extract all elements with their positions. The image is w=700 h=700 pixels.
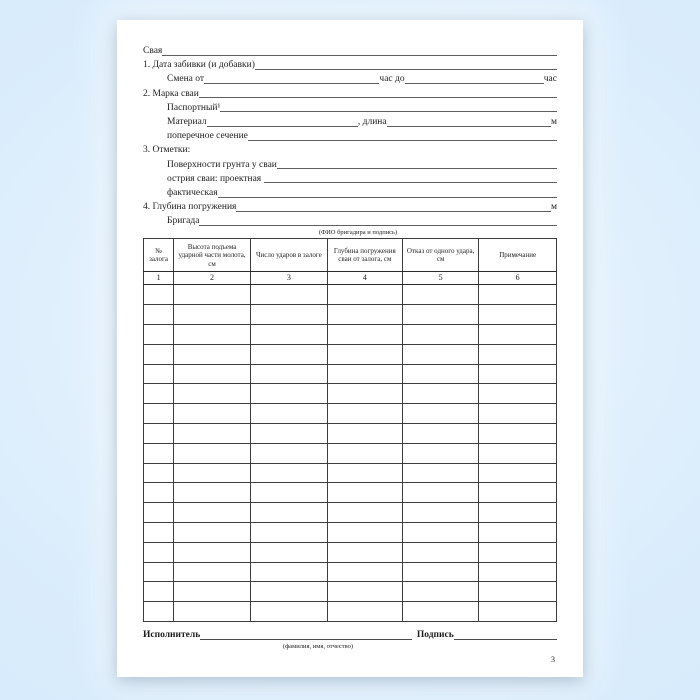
empty-cell: [479, 483, 557, 503]
empty-cell: [174, 384, 251, 404]
empty-cell: [144, 483, 174, 503]
empty-cell: [402, 463, 478, 483]
blank-underline: [264, 172, 557, 186]
table-row: [144, 463, 557, 483]
empty-cell: [402, 364, 478, 384]
blank-underline: [204, 72, 379, 86]
form-label: поперечное сечение: [167, 131, 248, 142]
empty-cell: [479, 364, 557, 384]
empty-cell: [479, 285, 557, 305]
empty-cell: [144, 602, 174, 622]
empty-cell: [250, 305, 327, 325]
empty-cell: [250, 463, 327, 483]
column-number-cell: 3: [250, 272, 327, 285]
form-label: 1. Дата забивки (и добавки): [143, 60, 255, 71]
empty-cell: [250, 384, 327, 404]
empty-cell: [144, 523, 174, 543]
empty-cell: [174, 562, 251, 582]
empty-cell: [144, 344, 174, 364]
empty-cell: [327, 542, 402, 562]
empty-cell: [402, 384, 478, 404]
column-header: № залога: [144, 239, 174, 272]
empty-cell: [174, 503, 251, 523]
empty-cell: [250, 562, 327, 582]
page-number: 3: [551, 654, 555, 664]
empty-cell: [402, 285, 478, 305]
empty-cell: [174, 404, 251, 424]
form-line: [143, 158, 557, 172]
form-label: Паспортный¹: [167, 102, 221, 113]
form-line: [143, 101, 557, 115]
empty-cell: [250, 602, 327, 622]
brigade-caption: (ФИО бригадира и подпись): [318, 229, 398, 237]
empty-cell: [402, 523, 478, 543]
blank-underline: [220, 101, 557, 115]
empty-cell: [250, 542, 327, 562]
empty-cell: [250, 404, 327, 424]
form-label: м: [550, 202, 557, 213]
form-line: [143, 143, 557, 157]
form-line: [143, 172, 557, 186]
blank-underline: [248, 129, 557, 143]
empty-cell: [327, 285, 402, 305]
table-row: [144, 404, 557, 424]
form-label: Свая: [143, 46, 163, 56]
empty-cell: [402, 503, 478, 523]
pile-driving-log-table: [143, 238, 557, 622]
empty-cell: [144, 305, 174, 325]
table-row: [144, 503, 557, 523]
table-row: [144, 562, 557, 582]
empty-cell: [144, 562, 174, 582]
form-label: Поверхности грунта у сваи: [167, 159, 277, 170]
table-row: [144, 384, 557, 404]
empty-cell: [250, 364, 327, 384]
empty-cell: [144, 542, 174, 562]
empty-cell: [144, 325, 174, 345]
column-number-cell: 4: [327, 272, 402, 285]
empty-cell: [479, 602, 557, 622]
form-line: [143, 44, 557, 58]
page-content: [143, 44, 557, 665]
empty-cell: [144, 503, 174, 523]
empty-cell: [327, 483, 402, 503]
table-row: [144, 305, 557, 325]
signature-label: Подпись: [416, 629, 454, 640]
column-number-cell: 6: [479, 272, 557, 285]
empty-cell: [327, 305, 402, 325]
empty-cell: [327, 562, 402, 582]
form-label: час: [543, 74, 557, 85]
table-row: [144, 364, 557, 384]
table-body: [144, 285, 557, 622]
blank-underline: [236, 200, 551, 214]
empty-cell: [144, 582, 174, 602]
column-header: Отказ от одного удара, см: [402, 239, 478, 272]
empty-cell: [479, 582, 557, 602]
empty-cell: [174, 364, 251, 384]
form-label: 2. Марка сваи: [143, 88, 199, 99]
blank-underline: [405, 72, 544, 86]
empty-cell: [174, 602, 251, 622]
form-line: [143, 58, 557, 72]
form-line: [143, 115, 557, 129]
blank-underline: [162, 44, 557, 58]
table-row: [144, 325, 557, 345]
empty-cell: [250, 285, 327, 305]
form-label: острия сваи: проектная: [167, 173, 264, 184]
table-row: [144, 582, 557, 602]
empty-cell: [479, 562, 557, 582]
empty-cell: [144, 384, 174, 404]
empty-cell: [402, 582, 478, 602]
empty-cell: [174, 463, 251, 483]
form-label: фактическая: [167, 187, 218, 198]
empty-cell: [402, 562, 478, 582]
empty-cell: [144, 285, 174, 305]
form-line: [143, 214, 557, 228]
form-fields: [143, 44, 557, 228]
form-line: [143, 87, 557, 101]
empty-cell: [174, 443, 251, 463]
table-row: [144, 424, 557, 444]
empty-cell: [174, 483, 251, 503]
empty-cell: [174, 325, 251, 345]
empty-cell: [250, 443, 327, 463]
empty-cell: [479, 503, 557, 523]
empty-cell: [250, 503, 327, 523]
empty-cell: [250, 483, 327, 503]
form-line: [143, 186, 557, 200]
empty-cell: [402, 542, 478, 562]
form-label: Смена от: [167, 74, 205, 85]
empty-cell: [174, 582, 251, 602]
table-header-row: [144, 239, 557, 272]
table-column-number-row: [144, 272, 557, 285]
empty-cell: [479, 424, 557, 444]
table-row: [144, 542, 557, 562]
empty-cell: [402, 344, 478, 364]
empty-cell: [402, 602, 478, 622]
blank-underline: [199, 87, 557, 101]
empty-cell: [144, 364, 174, 384]
empty-cell: [327, 523, 402, 543]
empty-cell: [479, 463, 557, 483]
empty-cell: [327, 364, 402, 384]
executor-label: Исполнитель: [143, 629, 201, 640]
empty-cell: [402, 404, 478, 424]
form-label: 4. Глубина погружения: [143, 202, 237, 213]
executor-blank-underline: [200, 628, 412, 642]
footer-signature-row: [143, 628, 557, 642]
blank-underline: [255, 58, 557, 72]
empty-cell: [327, 463, 402, 483]
empty-cell: [174, 344, 251, 364]
empty-cell: [144, 424, 174, 444]
empty-cell: [327, 384, 402, 404]
table-row: [144, 602, 557, 622]
empty-cell: [144, 443, 174, 463]
form-line: [143, 129, 557, 143]
form-label: Бригада: [167, 216, 200, 227]
blank-underline: [277, 158, 557, 172]
empty-cell: [327, 344, 402, 364]
empty-cell: [479, 344, 557, 364]
blank-underline: [218, 186, 557, 200]
empty-cell: [144, 404, 174, 424]
column-header: Примечание: [479, 239, 557, 272]
empty-cell: [250, 424, 327, 444]
empty-cell: [174, 285, 251, 305]
blank-underline: [207, 115, 358, 129]
empty-cell: [327, 443, 402, 463]
empty-cell: [174, 542, 251, 562]
empty-cell: [479, 443, 557, 463]
empty-cell: [402, 483, 478, 503]
empty-cell: [174, 305, 251, 325]
empty-cell: [327, 582, 402, 602]
form-label: , длина: [357, 116, 387, 127]
form-label: час до: [379, 74, 405, 85]
empty-cell: [327, 424, 402, 444]
blank-underline: [199, 214, 557, 228]
empty-cell: [479, 523, 557, 543]
executor-caption: (фамилия, имя, отчество): [282, 642, 354, 650]
signature-blank-underline: [454, 628, 557, 642]
empty-cell: [250, 582, 327, 602]
table-row: [144, 285, 557, 305]
empty-cell: [327, 503, 402, 523]
table-row: [144, 443, 557, 463]
empty-cell: [250, 325, 327, 345]
column-number-cell: 2: [174, 272, 251, 285]
form-line: [143, 72, 557, 86]
empty-cell: [327, 602, 402, 622]
empty-cell: [402, 325, 478, 345]
column-header: Число ударов в залоге: [250, 239, 327, 272]
empty-cell: [327, 325, 402, 345]
empty-cell: [402, 424, 478, 444]
empty-cell: [174, 523, 251, 543]
empty-cell: [479, 325, 557, 345]
form-line: [143, 200, 557, 214]
table-row: [144, 344, 557, 364]
empty-cell: [402, 443, 478, 463]
form-label: м: [550, 116, 557, 127]
empty-cell: [250, 344, 327, 364]
column-header: Высота подъема ударной части молота, см: [174, 239, 251, 272]
column-header: Глубина погружения сваи от залога, см: [327, 239, 402, 272]
form-label: Материал: [167, 116, 207, 127]
empty-cell: [479, 542, 557, 562]
empty-cell: [327, 404, 402, 424]
empty-cell: [174, 424, 251, 444]
empty-cell: [144, 463, 174, 483]
empty-cell: [479, 404, 557, 424]
document-page: [117, 20, 583, 677]
table-row: [144, 483, 557, 503]
empty-cell: [402, 305, 478, 325]
column-number-cell: 1: [144, 272, 174, 285]
form-label: 3. Отметки:: [143, 145, 191, 156]
column-number-cell: 5: [402, 272, 478, 285]
empty-cell: [250, 523, 327, 543]
table-row: [144, 523, 557, 543]
blank-underline: [387, 115, 551, 129]
empty-cell: [479, 384, 557, 404]
empty-cell: [479, 305, 557, 325]
